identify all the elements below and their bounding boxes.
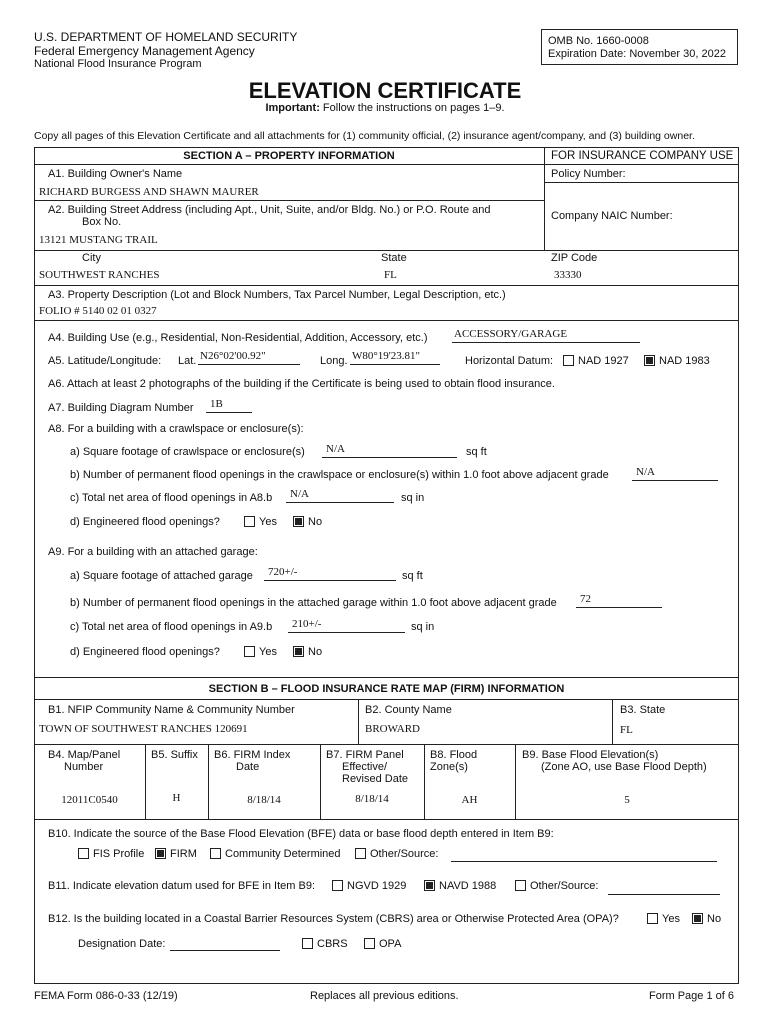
ngvd-label: NGVD 1929	[347, 880, 407, 892]
b12-label: B12. Is the building located in a Coastal Barrier Resources System (CBRS) area or Otherwise Protected Area (OPA)?	[48, 913, 619, 925]
a7-diagram-number: 1B	[210, 398, 223, 410]
a8d-yes-option[interactable]	[244, 516, 277, 528]
important-text: Follow the instructions on pages 1–9.	[319, 102, 505, 114]
b4-label: B4. Map/Panel	[48, 749, 121, 761]
datum-label: Horizontal Datum:	[465, 355, 554, 367]
b9-base-flood-elevation[interactable]: 5	[624, 794, 630, 806]
nad1983-option[interactable]	[644, 355, 710, 367]
b6-label: B6. FIRM Index	[214, 749, 291, 761]
other-source-label: Other/Source:	[370, 848, 439, 860]
b8-label-cont: Zone(s)	[430, 761, 468, 773]
b2-county[interactable]: BROWARD	[365, 723, 421, 735]
a8a-unit: sq ft	[466, 446, 487, 458]
b1-community[interactable]: TOWN OF SOUTHWEST RANCHES 120691	[39, 723, 248, 735]
cbrs-label: CBRS	[317, 938, 348, 950]
a8c-label: c) Total net area of flood openings in A8.b	[70, 492, 273, 504]
zip-label: ZIP Code	[551, 252, 598, 264]
a9c-field[interactable]	[288, 618, 405, 633]
longitude-value: W80°19'23.81"	[352, 350, 421, 362]
lat-label: Lat.	[178, 355, 197, 367]
navd-label: NAVD 1988	[439, 880, 497, 892]
a4-field[interactable]	[452, 328, 640, 343]
ngvd-option[interactable]	[332, 880, 406, 892]
agency-name: Federal Emergency Management Agency	[34, 44, 255, 58]
nad1983-label: NAD 1983	[659, 355, 710, 367]
b2-label: B2. County Name	[365, 704, 452, 716]
zip-value[interactable]: 33330	[554, 269, 582, 281]
a3-property-description[interactable]: FOLIO # 5140 02 01 0327	[39, 305, 157, 317]
opa-option[interactable]	[364, 938, 401, 950]
omb-box	[541, 29, 738, 65]
ngvd-checkbox[interactable]	[332, 880, 343, 891]
designation-date-field[interactable]	[170, 936, 280, 951]
form-number: FEMA Form 086-0-33 (12/19)	[34, 990, 178, 1002]
a8c-field[interactable]	[286, 488, 394, 503]
a2-label: A2. Building Street Address (including Apt., Unit, Suite, and/or Bldg. No.) or P.O. Route and	[48, 204, 491, 216]
state-label: State	[381, 252, 407, 264]
a9a-field[interactable]	[264, 566, 396, 581]
city-label: City	[82, 252, 101, 264]
section-a-title: SECTION A – PROPERTY INFORMATION	[183, 150, 395, 162]
a8d-label: d) Engineered flood openings?	[70, 516, 220, 528]
b7-label-cont2: Revised Date	[342, 773, 409, 785]
policy-number-label: Policy Number:	[551, 168, 626, 180]
nad1927-checkbox[interactable]	[563, 355, 574, 366]
b9-label-cont: (Zone AO, use Base Flood Depth)	[541, 761, 707, 773]
b5-label: B5. Suffix	[151, 749, 198, 761]
nad1927-option[interactable]	[563, 355, 629, 367]
a3-label: A3. Property Description (Lot and Block Numbers, Tax Parcel Number, Legal Description, etc.)	[48, 289, 506, 301]
page-number: Form Page 1 of 6	[649, 990, 734, 1002]
a4-label: A4. Building Use (e.g., Residential, Non-Residential, Addition, Accessory, etc.)	[48, 332, 428, 344]
b4-map-panel[interactable]: 12011C0540	[61, 794, 118, 806]
fis-option[interactable]	[78, 848, 144, 860]
program-name: National Flood Insurance Program	[34, 58, 202, 70]
long-label: Long.	[320, 355, 348, 367]
b6-label-cont: Date	[236, 761, 260, 773]
a6-label: A6. Attach at least 2 photographs of the building if the Certificate is being used to obtain flood insurance.	[48, 378, 555, 390]
b12-no-checkbox[interactable]	[692, 913, 703, 924]
b1-label: B1. NFIP Community Name & Community Number	[48, 704, 295, 716]
b8-flood-zone[interactable]: AH	[461, 794, 478, 806]
insurance-use-label: FOR INSURANCE COMPANY USE	[551, 150, 734, 162]
b8-label: B8. Flood	[430, 749, 478, 761]
other-source2-option[interactable]	[515, 880, 598, 892]
a8a-field[interactable]	[322, 443, 457, 458]
a8d-yes-checkbox[interactable]	[244, 516, 255, 527]
community-option[interactable]	[210, 848, 341, 860]
b3-state[interactable]: FL	[620, 724, 633, 736]
firm-checkbox[interactable]	[155, 848, 166, 859]
omb-number: OMB No. 1660-0008	[548, 35, 649, 47]
a9d-no-checkbox[interactable]	[293, 646, 304, 657]
a8a-label: a) Square footage of crawlspace or enclosure(s)	[70, 446, 305, 458]
a9b-field[interactable]	[576, 593, 662, 608]
cbrs-option[interactable]	[302, 938, 348, 950]
other-source-option[interactable]	[355, 848, 438, 860]
other-source2-checkbox[interactable]	[515, 880, 526, 891]
a8a-value: N/A	[326, 443, 345, 455]
navd-option[interactable]	[424, 880, 496, 892]
b12-no-label: No	[707, 913, 722, 925]
community-label: Community Determined	[225, 848, 341, 860]
a2-street-address[interactable]: 13121 MUSTANG TRAIL	[39, 234, 158, 246]
b12-no-option[interactable]	[692, 913, 721, 925]
b7-firm-panel-date[interactable]: 8/18/14	[355, 793, 389, 805]
cbrs-checkbox[interactable]	[302, 938, 313, 949]
lat-field[interactable]	[198, 350, 300, 365]
a9b-label: b) Number of permanent flood openings in the attached garage within 1.0 foot above adjacent grade	[70, 597, 557, 609]
a8b-label: b) Number of permanent flood openings in the crawlspace or enclosure(s) within 1.0 foot above adjacent grade	[70, 469, 609, 481]
a8b-value: N/A	[636, 466, 655, 478]
firm-label: FIRM	[170, 848, 197, 860]
a9c-unit: sq in	[411, 621, 435, 633]
designation-date-label: Designation Date:	[78, 938, 166, 950]
a9a-label: a) Square footage of attached garage	[70, 570, 253, 582]
a8d-no-label: No	[308, 516, 323, 528]
city-value[interactable]: SOUTHWEST RANCHES	[39, 269, 160, 281]
nad1927-label: NAD 1927	[578, 355, 629, 367]
a9d-label: d) Engineered flood openings?	[70, 646, 220, 658]
other-source-field[interactable]	[451, 847, 717, 862]
a8d-no-checkbox[interactable]	[293, 516, 304, 527]
fis-checkbox[interactable]	[78, 848, 89, 859]
a9c-label: c) Total net area of flood openings in A9.b	[70, 621, 273, 633]
other-source2-field[interactable]	[608, 880, 720, 895]
b9-label: B9. Base Flood Elevation(s)	[522, 749, 659, 761]
b7-label-cont1: Effective/	[342, 761, 388, 773]
a9d-yes-option[interactable]	[244, 646, 277, 658]
b10-label: B10. Indicate the source of the Base Flood Elevation (BFE) data or base flood depth entered in Item B9:	[48, 828, 554, 840]
important-note	[0, 102, 770, 114]
b3-label: B3. State	[620, 704, 666, 716]
latitude-value: N26°02'00.92"	[200, 350, 266, 362]
section-b-title: SECTION B – FLOOD INSURANCE RATE MAP (FIRM) INFORMATION	[208, 683, 565, 695]
a4-building-use: ACCESSORY/GARAGE	[454, 328, 568, 340]
b11-label: B11. Indicate elevation datum used for BFE in Item B9:	[48, 880, 315, 892]
a8c-unit: sq in	[401, 492, 425, 504]
nad1983-checkbox[interactable]	[644, 355, 655, 366]
other-source-checkbox[interactable]	[355, 848, 366, 859]
b6-firm-index-date[interactable]: 8/18/14	[247, 794, 281, 806]
opa-checkbox[interactable]	[364, 938, 375, 949]
page-title: ELEVATION CERTIFICATE	[248, 78, 522, 103]
a1-owner-name[interactable]: RICHARD BURGESS AND SHAWN MAURER	[39, 186, 259, 198]
a8d-yes-label: Yes	[259, 516, 277, 528]
a9d-no-option[interactable]	[293, 646, 322, 658]
b7-label: B7. FIRM Panel	[326, 749, 404, 761]
fis-label: FIS Profile	[93, 848, 145, 860]
b4-label-cont: Number	[64, 761, 104, 773]
community-checkbox[interactable]	[210, 848, 221, 859]
a8b-field[interactable]	[632, 466, 718, 481]
a9d-no-label: No	[308, 646, 323, 658]
a9a-unit: sq ft	[402, 570, 423, 582]
long-field[interactable]	[350, 350, 440, 365]
a7-field[interactable]	[206, 398, 252, 413]
a9c-value: 210+/-	[292, 618, 322, 630]
agency-dept: U.S. DEPARTMENT OF HOMELAND SECURITY	[34, 30, 298, 44]
naic-number-label: Company NAIC Number:	[551, 210, 673, 222]
a8-label: A8. For a building with a crawlspace or enclosure(s):	[48, 423, 304, 435]
state-value[interactable]: FL	[384, 269, 397, 281]
a9b-value: 72	[580, 593, 591, 605]
important-label: Important:	[265, 102, 320, 114]
a1-label: A1. Building Owner's Name	[48, 168, 183, 180]
expiration-date: Expiration Date: November 30, 2022	[548, 48, 726, 60]
b12-yes-checkbox[interactable]	[647, 913, 658, 924]
other-source2-label: Other/Source:	[530, 880, 599, 892]
a9-label: A9. For a building with an attached garage:	[48, 546, 258, 558]
a9d-yes-checkbox[interactable]	[244, 646, 255, 657]
b12-yes-option[interactable]	[647, 913, 680, 925]
a8c-value: N/A	[290, 488, 309, 500]
firm-option[interactable]	[155, 848, 197, 860]
copy-note: Copy all pages of this Elevation Certificate and all attachments for (1) community official, (2) insurance agent/company, and (3) building owner.	[34, 130, 695, 142]
a7-label: A7. Building Diagram Number	[48, 402, 194, 414]
a8d-no-option[interactable]	[293, 516, 322, 528]
opa-label: OPA	[379, 938, 402, 950]
a5-label: A5. Latitude/Longitude:	[48, 355, 162, 367]
navd-checkbox[interactable]	[424, 880, 435, 891]
a9d-yes-label: Yes	[259, 646, 277, 658]
b12-yes-label: Yes	[662, 913, 680, 925]
replaces-note: Replaces all previous editions.	[310, 990, 459, 1002]
a9a-value: 720+/-	[268, 566, 298, 578]
a2-label-cont: Box No.	[82, 216, 122, 228]
b5-suffix[interactable]: H	[172, 792, 181, 804]
